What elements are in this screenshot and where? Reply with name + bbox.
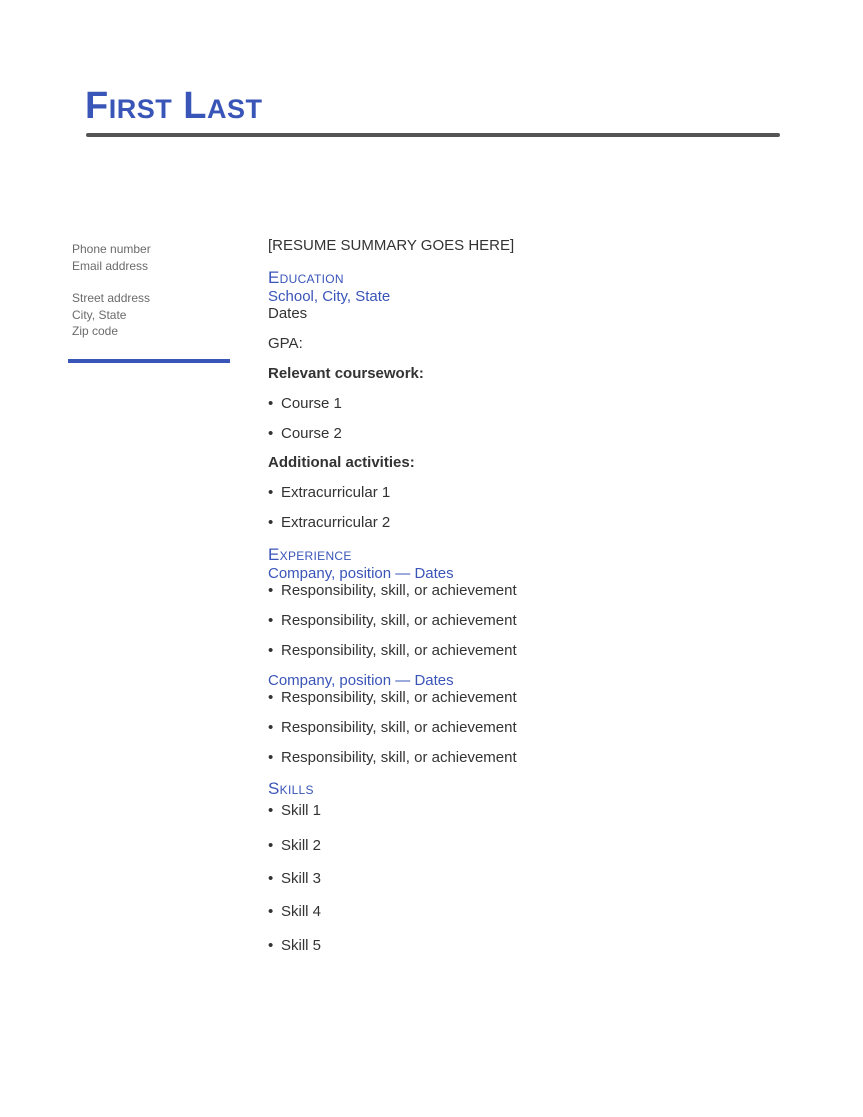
job-item (268, 611, 517, 631)
course-text: Course 2 (281, 425, 342, 442)
job-item (268, 748, 517, 768)
resume-summary: [RESUME SUMMARY GOES HERE] (268, 237, 515, 254)
contact-city-state: City, State (72, 307, 127, 322)
bullet-icon: • (268, 903, 274, 920)
bullet-icon: • (268, 802, 274, 819)
course-item (268, 424, 342, 444)
course-text: Course 1 (281, 395, 342, 412)
bullet-icon: • (268, 837, 274, 854)
header-divider (86, 133, 780, 137)
job-item (268, 581, 517, 601)
activity-text: Extracurricular 2 (281, 514, 391, 531)
bullet-icon: • (268, 582, 274, 599)
contact-spacer (72, 274, 232, 290)
job-item-text: Responsibility, skill, or achievement (281, 749, 517, 766)
candidate-name: First Last (85, 85, 263, 127)
contact-email: Email address (72, 258, 149, 273)
job-heading: Company, position — Dates (268, 565, 454, 582)
contact-street: Street address (72, 291, 151, 305)
skill-text: Skill 4 (281, 903, 322, 920)
job-item-text: Responsibility, skill, or achievement (281, 582, 517, 599)
skills-heading: Skills (268, 779, 314, 798)
contact-phone: Phone number (72, 242, 151, 256)
job-item-text: Responsibility, skill, or achievement (281, 612, 517, 629)
job-item-text: Responsibility, skill, or achievement (281, 689, 517, 706)
bullet-icon: • (268, 870, 274, 887)
skill-item (268, 836, 321, 856)
education-school: School, City, State (268, 288, 391, 305)
experience-heading: Experience (268, 545, 352, 564)
skill-item (268, 869, 321, 889)
activity-text: Extracurricular 1 (281, 484, 391, 501)
job-item (268, 718, 517, 738)
job-item (268, 641, 517, 661)
bullet-icon: • (268, 484, 274, 501)
activity-item (268, 513, 390, 533)
coursework-label: Relevant coursework: (268, 365, 424, 382)
bullet-icon: • (268, 514, 274, 531)
bullet-icon: • (268, 425, 274, 442)
bullet-icon: • (268, 612, 274, 629)
bullet-icon: • (268, 689, 274, 706)
job-item-text: Responsibility, skill, or achievement (281, 642, 517, 659)
activities-label: Additional activities: (268, 454, 415, 471)
skill-text: Skill 2 (281, 837, 322, 854)
education-dates: Dates (268, 305, 308, 322)
skill-text: Skill 1 (281, 802, 322, 819)
skill-text: Skill 5 (281, 937, 322, 954)
activity-item (268, 483, 390, 503)
skill-text: Skill 3 (281, 870, 322, 887)
education-heading: Education (268, 268, 344, 287)
contact-zip: Zip code (72, 324, 119, 338)
bullet-icon: • (268, 719, 274, 736)
education-gpa: GPA: (268, 335, 303, 352)
bullet-icon: • (268, 749, 274, 766)
bullet-icon: • (268, 395, 274, 412)
course-item (268, 394, 342, 414)
sidebar-divider (68, 359, 230, 363)
bullet-icon: • (268, 937, 274, 954)
job-item-text: Responsibility, skill, or achievement (281, 719, 517, 736)
bullet-icon: • (268, 642, 274, 659)
skill-item (268, 801, 321, 821)
skill-item (268, 902, 321, 922)
contact-sidebar (72, 241, 232, 340)
job-heading: Company, position — Dates (268, 672, 454, 689)
skill-item (268, 936, 321, 956)
job-item (268, 688, 517, 708)
